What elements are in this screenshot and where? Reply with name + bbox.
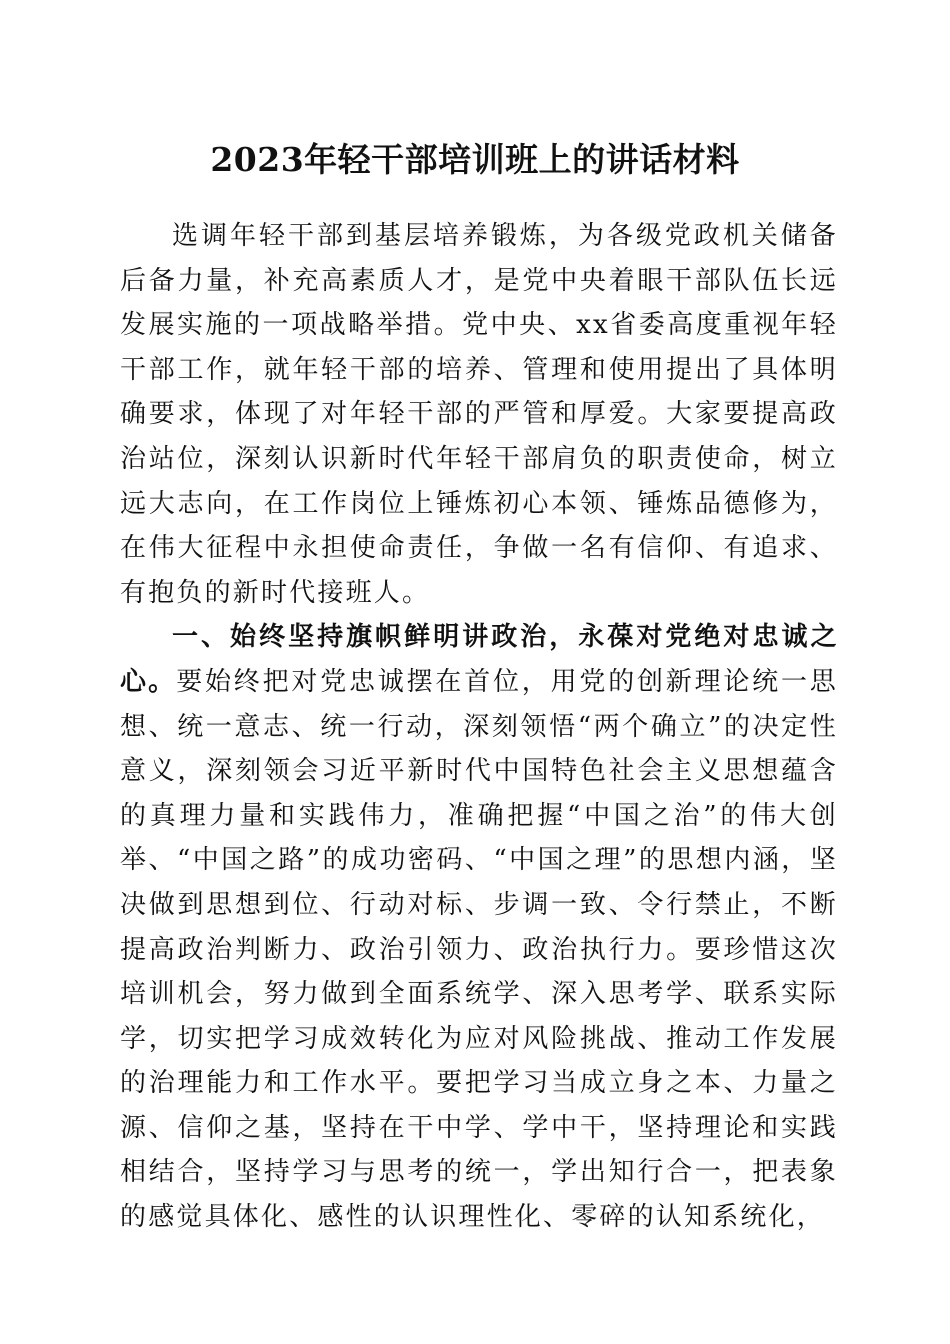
document-body [120,214,838,1240]
section-one-text: 要始终把对党忠诚摆在首位，用党的创新理论统一思想、统一意志、统一行动，深刻领悟“两个确立”的决定性意义，深刻领会习近平新时代中国特色社会主义思想蕴含的真理力量和实践伟力，准确把握“中国之治”的伟大创举、“中国之路”的成功密码、“中国之理”的思想内涵，坚决做到思想到位、行动对标、步调一致、令行禁止，不断提高政治判断力、政治引领力、政治执行力。要珍惜这次培训机会，努力做到全面系统学、深入思考学、联系实际学，切实把学习成效转化为应对风险挑战、推动工作发展的治理能力和工作水平。要把学习当成立身之本、力量之源、信仰之基，坚持在干中学、学中干，坚持理论和实践相结合，坚持学习与思考的统一，学出知行合一，把表象的感觉具体化、感性的认识理性化、零碎的认知系统化， [120,666,838,1233]
section-one-heading: 一、始终坚持旗帜鲜明讲政治，永葆对党绝对忠诚之心。 [120,622,838,697]
section-one-paragraph [120,615,838,1239]
intro-paragraph [120,214,838,615]
document-title: 2023年轻干部培训班上的讲话材料 [210,140,740,179]
intro-paragraph-text: 选调年轻干部到基层培养锻炼，为各级党政机关储备后备力量，补充高素质人才，是党中央着眼干部队伍长远发展实施的一项战略举措。党中央、xx省委高度重视年轻干部工作，就年轻干部的培养、管理和使用提出了具体明确要求，体现了对年轻干部的严管和厚爱。大家要提高政治站位，深刻认识新时代年轻干部肩负的职责使命，树立远大志向，在工作岗位上锤炼初心本领、锤炼品德修为，在伟大征程中永担使命责任，争做一名有信仰、有追求、有抱负的新时代接班人。 [120,221,838,608]
